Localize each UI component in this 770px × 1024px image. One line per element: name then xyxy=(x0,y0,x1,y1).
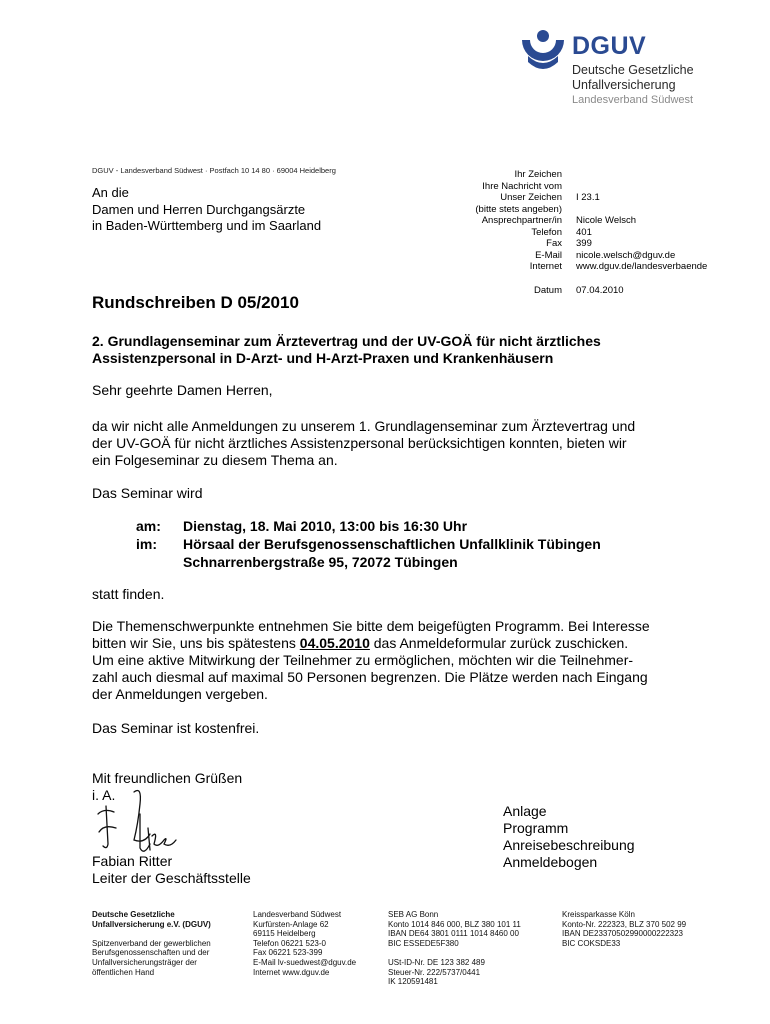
footer-line: 69115 Heidelberg xyxy=(253,929,316,939)
date-value: 07.04.2010 xyxy=(576,284,624,296)
footer-line: Internet www.dguv.de xyxy=(253,967,330,977)
intro-line: da wir nicht alle Anmeldungen zu unserem 1. Grundlagenseminar zum Ärztevertrag und xyxy=(92,418,636,434)
dguv-emblem-icon xyxy=(520,30,566,74)
intro-line: der UV-GOÄ für nicht ärztliches Assistenzpersonal berücksichtigen konnten, bieten wir xyxy=(92,435,627,451)
reference-label: Ihr Zeichen xyxy=(514,169,562,180)
logo-name: DGUV xyxy=(572,32,647,60)
circular-title: Rundschreiben D 05/2010 xyxy=(92,293,299,312)
reference-label: Ihre Nachricht vom xyxy=(482,180,562,192)
reference-label: Internet xyxy=(529,261,562,272)
free-note: Das Seminar ist kostenfrei. xyxy=(92,720,260,736)
reference-label: Telefon xyxy=(531,226,562,238)
body-line: zahl auch diesmal auf maximal 50 Personen begrenzen. Die Plätze werden nach Eingang xyxy=(92,669,648,685)
attachments-list xyxy=(503,803,635,871)
reference-label: Fax xyxy=(546,238,562,249)
body-line: bitten wir Sie, uns bis spätestens 04.05.2010 das Anmeldeformular zurück zuschicken. xyxy=(92,635,629,651)
footer-line: Unfallversicherung e.V. (DGUV) xyxy=(92,919,211,929)
dguv-logo xyxy=(520,26,760,106)
reference-value: www.dguv.de/landesverbaende xyxy=(576,261,708,272)
signer-title: Leiter der Geschäftsstelle xyxy=(92,870,251,886)
footer-line: SEB AG Bonn xyxy=(388,910,439,919)
footer-line: Kreissparkasse Köln xyxy=(562,910,635,919)
recipient-block xyxy=(92,185,321,235)
footer-line: Telefon 06221 523-0 xyxy=(253,938,326,948)
subject-line: Assistenzpersonal in D-Arzt- und H-Arzt-Praxen und Krankenhäusern xyxy=(92,350,554,366)
attachment-item: Programm xyxy=(503,820,569,836)
reference-row xyxy=(380,227,770,239)
footer-line: Berufsgenossenschaften und der xyxy=(92,948,210,958)
footer-line: Kurfürsten-Anlage 62 xyxy=(253,919,329,929)
attachment-item: Anreisebeschreibung xyxy=(503,837,635,853)
reference-value: I 23.1 xyxy=(576,192,600,203)
footer-col-address xyxy=(253,910,356,977)
footer-line: Unfallversicherungsträger der xyxy=(92,957,197,967)
reference-label: Unser Zeichen xyxy=(500,192,562,203)
footer-col-bank xyxy=(388,910,521,987)
reference-label: Ansprechpartner/in xyxy=(481,215,562,226)
event-location-value: Hörsaal der Berufsgenossenschaftlichen Unfallklinik Tübingen xyxy=(183,536,601,552)
reference-row xyxy=(380,181,770,193)
closing: Mit freundlichen Grüßen xyxy=(92,770,243,786)
footer-line: Spitzenverband der gewerblichen xyxy=(92,938,211,948)
sender-address-line: DGUV - Landesverband Südwest · Postfach 10 14 80 · 69004 Heidelberg xyxy=(92,166,336,175)
body-line: der Anmeldungen vergeben. xyxy=(92,686,268,702)
signer-name: Fabian Ritter xyxy=(92,853,173,869)
date-row xyxy=(380,285,770,297)
subject-block xyxy=(92,333,601,367)
reference-value: 399 xyxy=(576,238,592,249)
reference-value: 401 xyxy=(576,226,592,238)
deadline-date: 04.05.2010 xyxy=(299,635,370,651)
seminar-lead: Das Seminar wird xyxy=(92,485,203,501)
event-date-label: am: xyxy=(136,518,161,534)
reference-row xyxy=(380,204,770,216)
salutation: Sehr geehrte Damen Herren, xyxy=(92,382,273,398)
reference-row xyxy=(380,215,770,227)
handwritten-signature xyxy=(94,784,182,860)
reference-value: nicole.welsch@dguv.de xyxy=(576,249,676,261)
reference-row xyxy=(380,261,770,273)
footer-line: Landesverband Südwest xyxy=(253,910,342,919)
reference-label: E-Mail xyxy=(535,249,562,261)
logo-line-2: Unfallversicherung xyxy=(572,78,676,92)
body-line: Um eine aktive Mitwirkung der Teilnehmer zu ermöglichen, möchten wir die Teilnehmer- xyxy=(92,652,634,668)
footer-line: Konto 1014 846 000, BLZ 380 101 11 xyxy=(388,919,521,929)
reference-label: (bitte stets angeben) xyxy=(475,203,562,215)
reference-row xyxy=(380,169,770,181)
reference-row xyxy=(380,250,770,262)
event-location-label: im: xyxy=(136,536,157,552)
event-address: Schnarrenbergstraße 95, 72072 Tübingen xyxy=(183,554,458,570)
footer-line: IBAN DE23370502990000222323 xyxy=(562,929,683,939)
footer-col-bank-2 xyxy=(562,910,686,948)
recipient-line: An die xyxy=(92,185,129,200)
footer-col-organisation xyxy=(92,910,211,977)
footer-line: IBAN DE64 3801 0111 1014 8460 00 xyxy=(388,929,519,939)
reference-row xyxy=(380,238,770,250)
subject-line: 2. Grundlagenseminar zum Ärztevertrag und der UV-GOÄ für nicht ärztliches xyxy=(92,333,601,349)
reference-row xyxy=(380,192,770,204)
footer-line: Deutsche Gesetzliche xyxy=(92,910,175,919)
footer-line: Steuer-Nr. 222/5737/0441 xyxy=(388,967,481,977)
recipient-line: in Baden-Württemberg und im Saarland xyxy=(92,218,322,233)
footer-line: USt-ID-Nr. DE 123 382 489 xyxy=(388,957,485,967)
logo-line-3: Landesverband Südwest xyxy=(572,94,694,106)
footer-line: Fax 06221 523-399 xyxy=(253,948,323,958)
statt-finden: statt finden. xyxy=(92,586,165,602)
ia-note: i. A. xyxy=(92,787,116,803)
reference-block xyxy=(380,169,770,296)
body-line: Die Themenschwerpunkte entnehmen Sie bitte dem beigefügten Programm. Bei Interesse xyxy=(92,618,650,634)
logo-line-1: Deutsche Gesetzliche xyxy=(572,63,694,77)
date-label: Datum xyxy=(534,284,562,296)
footer-line: öffentlichen Hand xyxy=(92,967,155,977)
attachments-heading: Anlage xyxy=(503,803,547,819)
footer-line: E-Mail lv-suedwest@dguv.de xyxy=(253,957,357,967)
attachment-item: Anmeldebogen xyxy=(503,854,598,870)
body-paragraph xyxy=(92,618,650,703)
footer-line: BIC ESSEDE5F380 xyxy=(388,938,459,948)
intro-line: ein Folgeseminar zu diesem Thema an. xyxy=(92,452,338,468)
reference-value: Nicole Welsch xyxy=(576,215,637,226)
footer-line: IK 120591481 xyxy=(388,977,438,987)
footer-line: BIC COKSDE33 xyxy=(562,938,621,948)
footer-line: Konto-Nr. 222323, BLZ 370 502 99 xyxy=(562,919,687,929)
intro-paragraph xyxy=(92,418,635,469)
recipient-line: Damen und Herren Durchgangsärzte xyxy=(92,201,306,217)
event-date-value: Dienstag, 18. Mai 2010, 13:00 bis 16:30 Uhr xyxy=(183,518,468,534)
